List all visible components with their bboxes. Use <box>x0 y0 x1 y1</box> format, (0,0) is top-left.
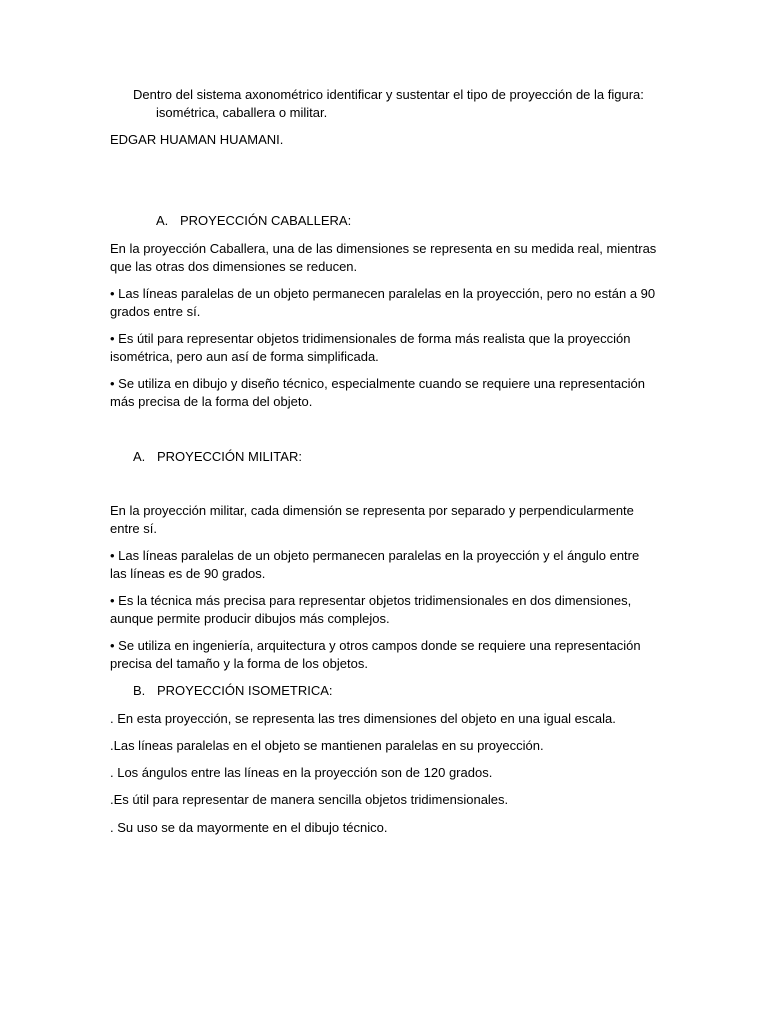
isometrica-point-3: . Los ángulos entre las líneas en la proyección son de 120 grados. <box>110 765 493 780</box>
section-marker: A. <box>156 213 169 228</box>
militar-point-1: • Las líneas paralelas de un objeto permanecen paralelas en la proyección y el ángulo entre las líneas es de 90 grados. <box>110 548 640 581</box>
section-marker: B. <box>133 683 146 698</box>
militar-point-3: • Se utiliza en ingeniería, arquitectura y otros campos donde se requiere una representación precisa del tamaño y la forma de los objetos. <box>110 638 641 671</box>
isometrica-point-1: . En esta proyección, se representa las tres dimensiones del objeto en una igual escala. <box>110 711 616 726</box>
section-title: PROYECCIÓN MILITAR: <box>157 449 302 464</box>
isometrica-point-4: .Es útil para representar de manera sencilla objetos tridimensionales. <box>110 792 509 807</box>
caballera-intro: En la proyección Caballera, una de las dimensiones se representa en su medida real, mientras que las otras dos dimensiones se reducen. <box>110 241 657 274</box>
author-name: EDGAR HUAMAN HUAMANI. <box>110 132 284 147</box>
section-heading-militar <box>133 448 302 466</box>
instruction-line-1: Dentro del sistema axonométrico identificar y sustentar el tipo de proyección de la figura: <box>133 87 644 102</box>
section-marker: A. <box>133 449 146 464</box>
section-title: PROYECCIÓN CABALLERA: <box>180 213 352 228</box>
caballera-point-1: • Las líneas paralelas de un objeto permanecen paralelas en la proyección, pero no están a 90 grados entre sí. <box>110 286 656 319</box>
section-heading-isometrica <box>133 682 333 700</box>
section-title: PROYECCIÓN ISOMETRICA: <box>157 683 333 698</box>
isometrica-point-5: . Su uso se da mayormente en el dibujo técnico. <box>110 820 388 835</box>
militar-point-2: • Es la técnica más precisa para representar objetos tridimensionales en dos dimensiones, aunque permite producir dibujos más complejos. <box>110 593 632 626</box>
instruction-line-2: isométrica, caballera o militar. <box>156 105 328 120</box>
caballera-point-2: • Es útil para representar objetos tridimensionales de forma más realista que la proyección isométrica, pero aun así de forma simplificada. <box>110 331 631 364</box>
caballera-point-3: • Se utiliza en dibujo y diseño técnico, especialmente cuando se requiere una representación más precisa de la forma del objeto. <box>110 376 645 409</box>
isometrica-point-2: .Las líneas paralelas en el objeto se mantienen paralelas en su proyección. <box>110 738 544 753</box>
militar-intro: En la proyección militar, cada dimensión se representa por separado y perpendicularmente entre sí. <box>110 503 634 536</box>
section-heading-caballera <box>156 212 351 230</box>
